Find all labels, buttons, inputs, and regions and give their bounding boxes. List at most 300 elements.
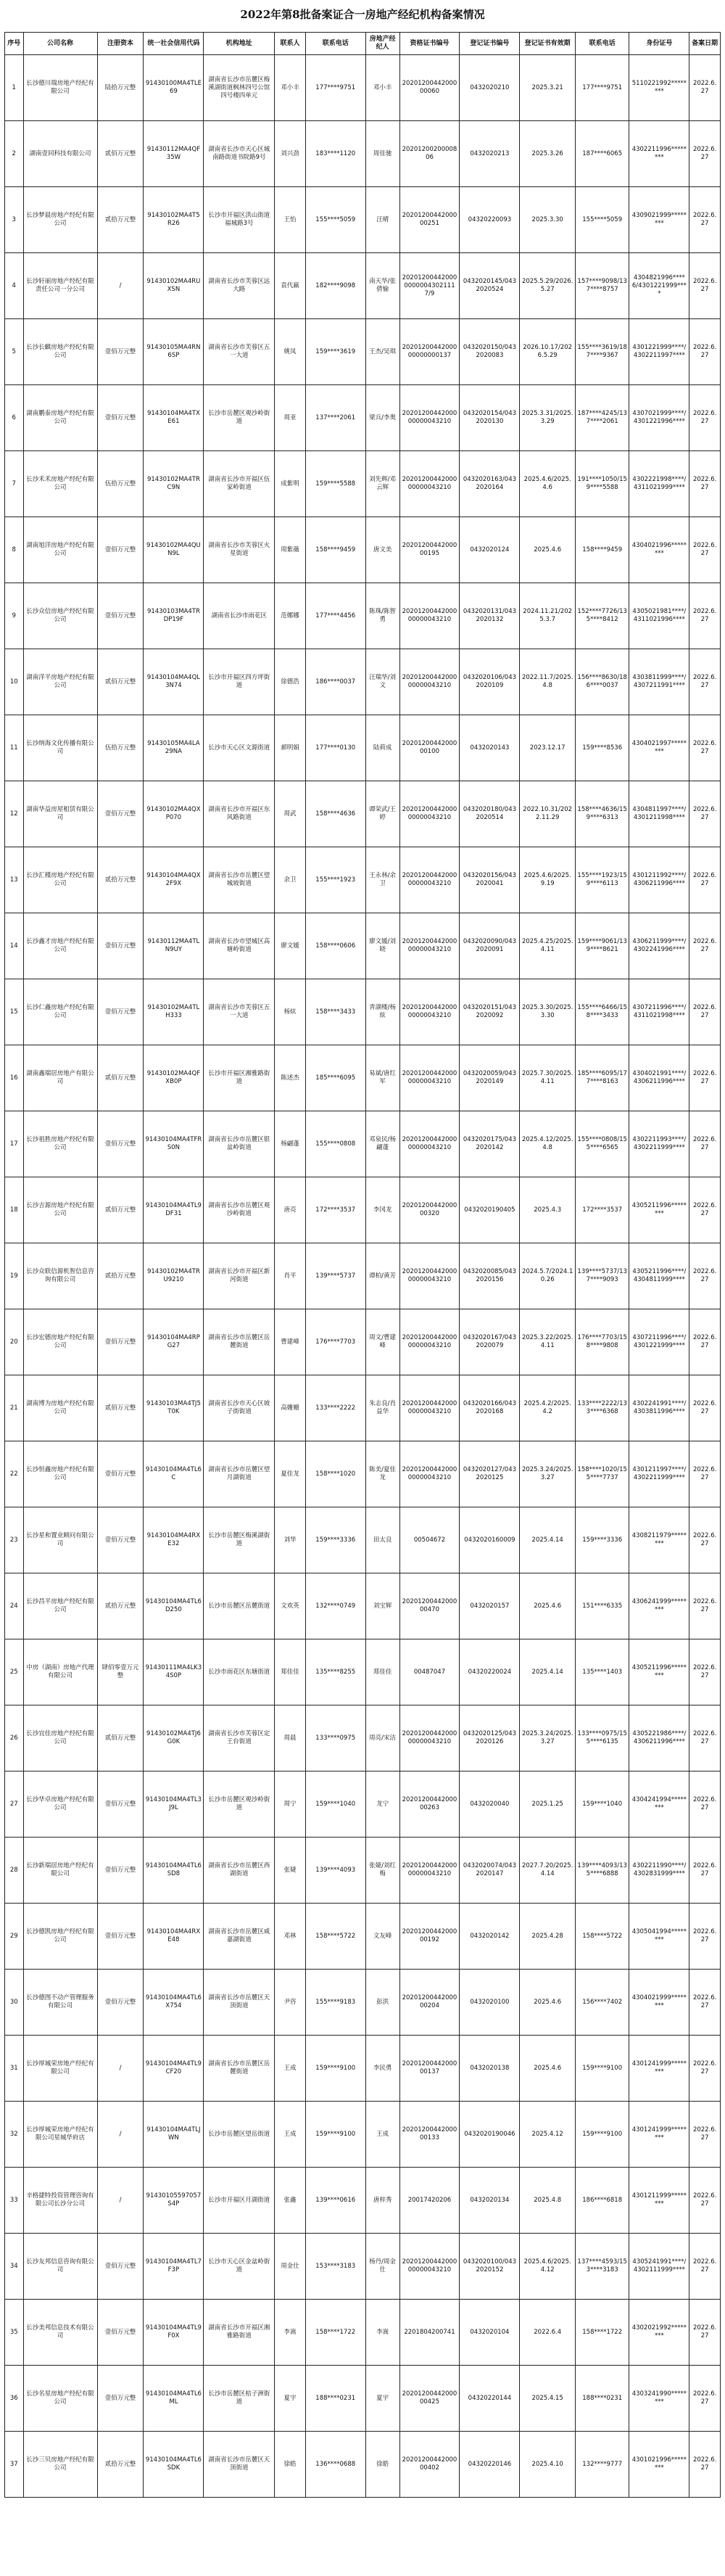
registered-capital-cell: 壹佰万元整 [97, 1904, 144, 1970]
registered-capital-cell: 壹佰万元整 [97, 385, 144, 451]
agent-phone-cell: 159****9100 [575, 2102, 629, 2168]
filing-date-cell: 2022.6.27 [689, 253, 721, 319]
qualification-number-cell: 2020120044200000470 [399, 1573, 460, 1639]
registration-number-cell: 0432020151/0432020092 [460, 979, 520, 1045]
contact-phone-cell: 158****0606 [305, 913, 365, 979]
contact-person-cell: 成紫明 [275, 451, 306, 517]
table-row [5, 1771, 721, 1838]
table-row [5, 1904, 721, 1970]
filing-date-cell: 2022.6.27 [689, 847, 721, 913]
qualification-number-cell: 2020120044200000060 [399, 55, 460, 121]
credit-code-cell: 91430102MA4QFXB0P [144, 1045, 204, 1111]
registration-validity-cell: 2025.4.6/2025.4.6 [520, 451, 576, 517]
credit-code-cell: 91430104MA4TL9F0X [144, 2300, 204, 2366]
id-number-cell: 4303241990******** [629, 2366, 689, 2432]
agent-name-cell: 唐梓秀 [365, 2168, 399, 2234]
agent-name-cell: 汪晴 [365, 187, 399, 253]
company-name-cell: 长沙汇槿房地产经纪有限公司 [23, 847, 97, 913]
office-address-cell: 湖南省长沙市芙蓉区火星街道 [204, 517, 275, 583]
agent-phone-cell: 158****1020/155****7737 [575, 1441, 629, 1507]
agent-phone-cell: 159****3336 [575, 1507, 629, 1573]
registration-number-cell: 04320220146 [460, 2432, 520, 2498]
office-address-cell: 长沙市开福区湘雅路街道 [204, 1045, 275, 1111]
registration-number-cell: 0432020156/0432020041 [460, 847, 520, 913]
qualification-number-cell: 20017420206 [399, 2168, 460, 2234]
credit-code-cell: 91430104MA4RXE32 [144, 1507, 204, 1573]
office-address-cell: 长沙市开福区四方坪街道 [204, 649, 275, 715]
contact-person-cell: 杨炫 [275, 979, 306, 1045]
column-header: 注册资本 [97, 33, 144, 55]
row-index-cell: 24 [5, 1573, 24, 1639]
contact-phone-cell: 182****9098 [305, 253, 365, 319]
registered-capital-cell: 壹佰万元整 [97, 1970, 144, 2036]
table-row [5, 319, 721, 385]
registration-validity-cell: 2025.3.30 [520, 187, 576, 253]
registration-number-cell: 0432020131/0432020132 [460, 583, 520, 649]
company-name-cell: 长沙厚城荣房地产经纪有限公司星城华府店 [23, 2102, 97, 2168]
filing-date-cell: 2022.6.27 [689, 1177, 721, 1243]
qualification-number-cell: 2020120044200000000000137 [399, 319, 460, 385]
registered-capital-cell: 伍拾万元整 [97, 715, 144, 781]
registration-validity-cell: 2027.7.20/2025.4.14 [520, 1838, 576, 1904]
contact-phone-cell: 186****0037 [305, 649, 365, 715]
column-header: 机构地址 [204, 33, 275, 55]
filing-date-cell: 2022.6.27 [689, 1838, 721, 1904]
company-name-cell: 长沙祖胜房地产经纪有限公司 [23, 1111, 97, 1177]
agent-name-cell: 陈美/夏佳龙 [365, 1441, 399, 1507]
qualification-number-cell: 2020120044200000000043210 [399, 583, 460, 649]
row-index-cell: 15 [5, 979, 24, 1045]
registered-capital-cell: 肆佰零壹万元整 [97, 1639, 144, 1705]
qualification-number-cell: 2020120044200000000043210 [399, 979, 460, 1045]
qualification-number-cell: 2020120044200000000043210 [399, 1309, 460, 1375]
registration-number-cell: 0432020085/0432020156 [460, 1243, 520, 1309]
office-address-cell: 湖南省长沙市岳麓区观沙岭街道 [204, 1177, 275, 1243]
table-row [5, 1507, 721, 1573]
registered-capital-cell: 壹佰万元整 [97, 1111, 144, 1177]
registered-capital-cell: 壹佰万元整 [97, 1771, 144, 1838]
row-index-cell: 10 [5, 649, 24, 715]
registered-capital-cell: 贰拾万元整 [97, 847, 144, 913]
agent-name-cell: 夏宇 [365, 2366, 399, 2432]
registration-validity-cell: 2024.11.21/2025.3.7 [520, 583, 576, 649]
qualification-number-cell: 2020120044200000000043210 [399, 1705, 460, 1771]
office-address-cell: 湖南省长沙市岳麓区望城坡街道 [204, 847, 275, 913]
contact-phone-cell: 132****0749 [305, 1573, 365, 1639]
table-row [5, 781, 721, 847]
contact-phone-cell: 177****9751 [305, 55, 365, 121]
agent-name-cell: 田太良 [365, 1507, 399, 1573]
filing-date-cell: 2022.6.27 [689, 583, 721, 649]
contact-phone-cell: 176****7703 [305, 1309, 365, 1375]
agent-phone-cell: 187****4245/137****2061 [575, 385, 629, 451]
registered-capital-cell: 壹佰万元整 [97, 2300, 144, 2366]
agent-phone-cell: 155****6466/158****3433 [575, 979, 629, 1045]
registration-number-cell: 04320220024 [460, 1639, 520, 1705]
company-name-cell: 长沙众信房地产经纪有限公司 [23, 583, 97, 649]
registration-validity-cell: 2022.11.7/2025.4.8 [520, 649, 576, 715]
table-row [5, 715, 721, 781]
row-index-cell: 13 [5, 847, 24, 913]
agent-phone-cell: 156****8630/186****0037 [575, 649, 629, 715]
credit-code-cell: 91430102MA4T5R26 [144, 187, 204, 253]
filing-date-cell: 2022.6.27 [689, 1375, 721, 1441]
contact-phone-cell: 133****0975 [305, 1705, 365, 1771]
credit-code-cell: 91430105MA4RN6SP [144, 319, 204, 385]
id-number-cell: 4304021997******** [629, 715, 689, 781]
office-address-cell: 长沙市岳麓区望岳街道 [204, 2102, 275, 2168]
company-name-cell: 长沙新瑞居房地产经纪有限公司 [23, 1838, 97, 1904]
registered-capital-cell: / [97, 253, 144, 319]
credit-code-cell: 91430104MA4TL9CF20 [144, 2036, 204, 2102]
qualification-number-cell: 2020120044200000000043210 [399, 385, 460, 451]
office-address-cell: 长沙市岳麓区观沙岭街道 [204, 1771, 275, 1838]
registered-capital-cell: 壹佰万元整 [97, 1507, 144, 1573]
registration-validity-cell: 2025.4.8 [520, 2168, 576, 2234]
table-row [5, 1045, 721, 1111]
filing-date-cell: 2022.6.27 [689, 2300, 721, 2366]
qualification-number-cell: 2020120044200000000043210 [399, 1375, 460, 1441]
registered-capital-cell: 壹佰万元整 [97, 319, 144, 385]
office-address-cell: 湖南省长沙市岳麓区银盆岭街道 [204, 1111, 275, 1177]
contact-person-cell: 袁代嬴 [275, 253, 306, 319]
agent-name-cell: 朱志良/肖益华 [365, 1375, 399, 1441]
id-number-cell: 4302241991****/4303811996**** [629, 1375, 689, 1441]
row-index-cell: 20 [5, 1309, 24, 1375]
registration-validity-cell: 2025.3.24/2025.3.27 [520, 1705, 576, 1771]
registration-number-cell: 04320220144 [460, 2366, 520, 2432]
row-index-cell: 8 [5, 517, 24, 583]
row-index-cell: 25 [5, 1639, 24, 1705]
row-index-cell: 16 [5, 1045, 24, 1111]
office-address-cell: 湖南省长沙市岳麓区岳麓街道 [204, 1309, 275, 1375]
registration-validity-cell: 2025.4.6/2025.4.12 [520, 2234, 576, 2300]
company-name-cell: 辛格捷特投资管理咨询有限公司长沙分公司 [23, 2168, 97, 2234]
agent-phone-cell: 152****7726/135****8412 [575, 583, 629, 649]
registered-capital-cell: 壹佰万元整 [97, 583, 144, 649]
contact-person-cell: 文欢英 [275, 1573, 306, 1639]
registration-validity-cell: 2025.4.2/2025.4.2 [520, 1375, 576, 1441]
column-header: 房地产经纪人 [365, 33, 399, 55]
contact-phone-cell: 158****9459 [305, 517, 365, 583]
contact-phone-cell: 159****3619 [305, 319, 365, 385]
qualification-number-cell: 2020120044200000204 [399, 1970, 460, 2036]
registered-capital-cell: 贰拾万元整 [97, 187, 144, 253]
agent-phone-cell: 155****1923/159****6113 [575, 847, 629, 913]
company-name-cell: 湖南洋平房地产经纪有限公司 [23, 649, 97, 715]
company-name-cell: 长沙名星房地产经纪有限公司 [23, 2366, 97, 2432]
id-number-cell: 4306241999******** [629, 1573, 689, 1639]
office-address-cell: 湖南省长沙市岳麓区天顶街道 [204, 2432, 275, 2498]
agent-name-cell: 李嵩 [365, 2300, 399, 2366]
filing-date-cell: 2022.6.27 [689, 1573, 721, 1639]
credit-code-cell: 91430104MA4QX2F9X [144, 847, 204, 913]
row-index-cell: 33 [5, 2168, 24, 2234]
id-number-cell: 4303811999****/4307211991**** [629, 649, 689, 715]
credit-code-cell: 91430104MA4TL6X754 [144, 1970, 204, 2036]
id-number-cell: 4304821996****6/4301221999**** [629, 253, 689, 319]
credit-code-cell: 91430104MA4TXE61 [144, 385, 204, 451]
agent-phone-cell: 158****4636/159****6313 [575, 781, 629, 847]
row-index-cell: 31 [5, 2036, 24, 2102]
registered-capital-cell: 壹佰万元整 [97, 2366, 144, 2432]
agent-name-cell: 青湖楼/杨炫 [365, 979, 399, 1045]
credit-code-cell: 91430102MA4TRU9210 [144, 1243, 204, 1309]
contact-phone-cell: 172****3537 [305, 1177, 365, 1243]
registration-number-cell: 0432020180/0432020514 [460, 781, 520, 847]
contact-person-cell: 郑佳佳 [275, 1639, 306, 1705]
id-number-cell: 4305241991****/4302111999**** [629, 2234, 689, 2300]
row-index-cell: 21 [5, 1375, 24, 1441]
id-number-cell: 4301211997****/4302211999**** [629, 1441, 689, 1507]
registration-number-cell: 0432020124 [460, 517, 520, 583]
agent-phone-cell: 186****6818 [575, 2168, 629, 2234]
registration-number-cell: 0432020167/0432020079 [460, 1309, 520, 1375]
credit-code-cell: 91430105597057S4P [144, 2168, 204, 2234]
qualification-number-cell: 2020120044200000000043210 [399, 2234, 460, 2300]
agent-name-cell: 廖文媛/刘晓 [365, 913, 399, 979]
column-header: 统一社会信用代码 [144, 33, 204, 55]
office-address-cell: 长沙市开福区洪山街道福城路3号 [204, 187, 275, 253]
office-address-cell: 湖南省长沙市岳麓区望月湖街道 [204, 1441, 275, 1507]
office-address-cell: 湖南省长沙市岳麓区梅溪湖街道枫林四号公馆四号楼四单元 [204, 55, 275, 121]
id-number-cell: 4304021991****/4306211996**** [629, 1045, 689, 1111]
registration-validity-cell: 2025.4.14 [520, 1507, 576, 1573]
row-index-cell: 18 [5, 1177, 24, 1243]
registration-number-cell: 0432020210 [460, 55, 520, 121]
filing-date-cell: 2022.6.27 [689, 1771, 721, 1838]
company-name-cell: 长沙鑫才房地产经纪有限公司 [23, 913, 97, 979]
company-name-cell: 湖南华益房屋租赁有限公司 [23, 781, 97, 847]
registration-validity-cell: 2024.5.7/2024.10.26 [520, 1243, 576, 1309]
company-name-cell: 长沙德图不动产管理服务有限公司 [23, 1970, 97, 2036]
registration-number-cell: 0432020059/0432020149 [460, 1045, 520, 1111]
credit-code-cell: 91430104MA4TFRS0N [144, 1111, 204, 1177]
column-header: 资格证书编号 [399, 33, 460, 55]
qualification-number-cell: 2020120044200000000043210 [399, 649, 460, 715]
agent-phone-cell: 155****5059 [575, 187, 629, 253]
id-number-cell: 4308211979******** [629, 1507, 689, 1573]
row-index-cell: 19 [5, 1243, 24, 1309]
contact-phone-cell: 136****0688 [305, 2432, 365, 2498]
qualification-number-cell: 2020120044200000320 [399, 1177, 460, 1243]
column-header: 序号 [5, 33, 24, 55]
qualification-number-cell: 2020120044200000000043210 [399, 781, 460, 847]
agent-phone-cell: 139****5737/137****9093 [575, 1243, 629, 1309]
qualification-number-cell: 2020120044200000000043210 [399, 451, 460, 517]
filing-date-cell: 2022.6.27 [689, 1045, 721, 1111]
contact-person-cell: 李嵩 [275, 2300, 306, 2366]
contact-person-cell: 邓小丰 [275, 55, 306, 121]
filing-date-cell: 2022.6.27 [689, 2366, 721, 2432]
registration-number-cell: 0432020074/0432020147 [460, 1838, 520, 1904]
contact-person-cell: 廖文媛 [275, 913, 306, 979]
row-index-cell: 12 [5, 781, 24, 847]
filing-date-cell: 2022.6.27 [689, 1111, 721, 1177]
agent-name-cell: 刘先辉/邓云辉 [365, 451, 399, 517]
office-address-cell: 湖南省长沙市雨花区 [204, 583, 275, 649]
agent-phone-cell: 155****0808/155****6565 [575, 1111, 629, 1177]
contact-person-cell: 尹咨 [275, 1970, 306, 2036]
company-name-cell: 中房（湖南）房地产代理有限公司 [23, 1639, 97, 1705]
agent-name-cell: 徐皓 [365, 2432, 399, 2498]
contact-person-cell: 周亚 [275, 385, 306, 451]
registration-number-cell: 0432020163/0432020164 [460, 451, 520, 517]
contact-person-cell: 邓林 [275, 1904, 306, 1970]
contact-person-cell: 夏宇 [275, 2366, 306, 2432]
credit-code-cell: 91430104MA4RPG27 [144, 1309, 204, 1375]
registration-validity-cell: 2025.3.24/2025.3.27 [520, 1441, 576, 1507]
id-number-cell: 4307211996****/4311021998**** [629, 979, 689, 1045]
qualification-number-cell: 2020120044200000000043021117/9 [399, 253, 460, 319]
row-index-cell: 17 [5, 1111, 24, 1177]
table-row [5, 847, 721, 913]
id-number-cell: 4302211990****/4302831999**** [629, 1838, 689, 1904]
id-number-cell: 4304021996******** [629, 517, 689, 583]
filing-date-cell: 2022.6.27 [689, 55, 721, 121]
table-row [5, 913, 721, 979]
office-address-cell: 湖南省长沙市岳麓区岳麓街道 [204, 2036, 275, 2102]
registration-validity-cell: 2025.3.31/2025.3.29 [520, 385, 576, 451]
registered-capital-cell: 贰拾万元整 [97, 1573, 144, 1639]
company-name-cell: 湖南鑫瑞居房地产有限公司 [23, 1045, 97, 1111]
registration-validity-cell: 2025.4.12/2025.4.8 [520, 1111, 576, 1177]
credit-code-cell: 91430100MA4TLE69 [144, 55, 204, 121]
row-index-cell: 35 [5, 2300, 24, 2366]
office-address-cell: 长沙市雨花区东塘街道 [204, 1639, 275, 1705]
agent-name-cell: 李冈龙 [365, 1177, 399, 1243]
agent-name-cell: 谭柏/黄芳 [365, 1243, 399, 1309]
registered-capital-cell: 壹佰万元整 [97, 1441, 144, 1507]
row-index-cell: 7 [5, 451, 24, 517]
registered-capital-cell: 壹佰万元整 [97, 1309, 144, 1375]
table-row [5, 121, 721, 187]
contact-phone-cell: 139****5737 [305, 1243, 365, 1309]
registration-validity-cell: 2025.4.14 [520, 1639, 576, 1705]
filing-date-cell: 2022.6.27 [689, 451, 721, 517]
office-address-cell: 湖南省长沙市开福区新河街道 [204, 1243, 275, 1309]
registration-validity-cell: 2025.3.30/2025.3.30 [520, 979, 576, 1045]
id-number-cell: 4305221986****/4306211996**** [629, 1705, 689, 1771]
contact-person-cell: 杨翩蓬 [275, 1111, 306, 1177]
table-row [5, 1375, 721, 1441]
company-name-cell: 湖南博为房地产经纪有限公司 [23, 1375, 97, 1441]
agent-phone-cell: 158****9459 [575, 517, 629, 583]
registration-number-cell: 0432020154/0432020130 [460, 385, 520, 451]
agent-phone-cell: 151****6335 [575, 1573, 629, 1639]
id-number-cell: 4304241994******** [629, 1771, 689, 1838]
agent-phone-cell: 191****1050/159****5588 [575, 451, 629, 517]
registered-capital-cell: 贰佰万元整 [97, 1705, 144, 1771]
row-index-cell: 37 [5, 2432, 24, 2498]
agent-name-cell: 梁兵/李奥 [365, 385, 399, 451]
agent-name-cell: 邓泉民/杨翩蓬 [365, 1111, 399, 1177]
id-number-cell: 4302021992******** [629, 2300, 689, 2366]
credit-code-cell: 91430102MA4QUN9L [144, 517, 204, 583]
registration-number-cell: 0432020166/0432020168 [460, 1375, 520, 1441]
contact-person-cell: 周宁 [275, 1771, 306, 1838]
filing-date-cell: 2022.6.27 [689, 2036, 721, 2102]
table-row [5, 649, 721, 715]
registered-capital-cell: 贰佰万元整 [97, 1375, 144, 1441]
credit-code-cell: 91430111MA4LK34S0P [144, 1639, 204, 1705]
credit-code-cell: 91430104MA4TL6ML [144, 2366, 204, 2432]
table-row [5, 1441, 721, 1507]
id-number-cell: 4307211996****/4301221999**** [629, 1309, 689, 1375]
agent-phone-cell: 157****9098/137****8757 [575, 253, 629, 319]
qualification-number-cell: 2020120044200000192 [399, 1904, 460, 1970]
qualification-number-cell: 2201804200741 [399, 2300, 460, 2366]
office-address-cell: 长沙市岳麓区岳麓街道 [204, 1573, 275, 1639]
credit-code-cell: 91430104MA4RXE48 [144, 1904, 204, 1970]
office-address-cell: 湖南省长沙市天心区城南路街道书院路9号 [204, 121, 275, 187]
contact-phone-cell: 155****9183 [305, 1970, 365, 2036]
contact-person-cell: 徐皓 [275, 2432, 306, 2498]
table-row [5, 2432, 721, 2498]
credit-code-cell: 91430103MA4TRDP19F [144, 583, 204, 649]
registration-validity-cell: 2025.3.22/2025.4.11 [520, 1309, 576, 1375]
row-index-cell: 14 [5, 913, 24, 979]
office-address-cell: 湖南省长沙市岳麓区天顶街道 [204, 1970, 275, 2036]
contact-person-cell: 王怡 [275, 187, 306, 253]
row-index-cell: 5 [5, 319, 24, 385]
contact-person-cell: 周紫薇 [275, 517, 306, 583]
filing-date-cell: 2022.6.27 [689, 1904, 721, 1970]
registration-validity-cell: 2025.4.10 [520, 2432, 576, 2498]
qualification-number-cell: 2020120044200000000043210 [399, 1111, 460, 1177]
column-header: 联系电话 [575, 33, 629, 55]
registration-number-cell: 0432020143 [460, 715, 520, 781]
company-name-cell: 长沙纳海文化传播有限公司 [23, 715, 97, 781]
registered-capital-cell: 壹佰万元整 [97, 2234, 144, 2300]
company-name-cell: 长沙宜佳房地产经纪有限公司 [23, 1705, 97, 1771]
office-address-cell: 长沙市岳麓区观沙岭街道 [204, 385, 275, 451]
table-row [5, 2102, 721, 2168]
agent-name-cell: 南天华/张倩愉 [365, 253, 399, 319]
agent-phone-cell: 156****7402 [575, 1970, 629, 2036]
credit-code-cell: 91430102MA4RUXSN [144, 253, 204, 319]
filing-date-cell: 2022.6.27 [689, 649, 721, 715]
document-title: 2022年第8批备案证合一房地产经纪机构备案情况 [240, 8, 485, 21]
contact-person-cell: 周金仕 [275, 2234, 306, 2300]
contact-person-cell: 高姗姗 [275, 1375, 306, 1441]
contact-person-cell: 王成 [275, 2036, 306, 2102]
registration-number-cell: 0432020213 [460, 121, 520, 187]
agent-name-cell: 谭荣武/王婷 [365, 781, 399, 847]
registered-capital-cell: 贰佰万元整 [97, 1177, 144, 1243]
agent-phone-cell: 159****9100 [575, 2036, 629, 2102]
agent-phone-cell: 132****9777 [575, 2432, 629, 2498]
registered-capital-cell: 壹佰万元整 [97, 517, 144, 583]
credit-code-cell: 91430102MA4TLH333 [144, 979, 204, 1045]
credit-code-cell: 91430104MA4TL6D250 [144, 1573, 204, 1639]
table-row [5, 2300, 721, 2366]
row-index-cell: 32 [5, 2102, 24, 2168]
company-name-cell: 长沙昌平房地产经纪有限公司 [23, 1573, 97, 1639]
company-name-cell: 长沙星和置业顾问有限公司 [23, 1507, 97, 1573]
row-index-cell: 22 [5, 1441, 24, 1507]
column-header: 备案日期 [689, 33, 721, 55]
table-row [5, 1111, 721, 1177]
id-number-cell: 4301211999******** [629, 2168, 689, 2234]
office-address-cell: 长沙市开福区月湖街道 [204, 2168, 275, 2234]
qualification-number-cell: 2020120044200000000043210 [399, 1243, 460, 1309]
agent-name-cell: 郑佳佳 [365, 1639, 399, 1705]
filing-date-cell: 2022.6.27 [689, 1639, 721, 1705]
company-name-cell: 长沙仁鑫房地产经纪有限公司 [23, 979, 97, 1045]
column-header: 公司名称 [23, 33, 97, 55]
office-address-cell: 湖南省长沙市岳麓区咸嘉湖街道 [204, 1904, 275, 1970]
